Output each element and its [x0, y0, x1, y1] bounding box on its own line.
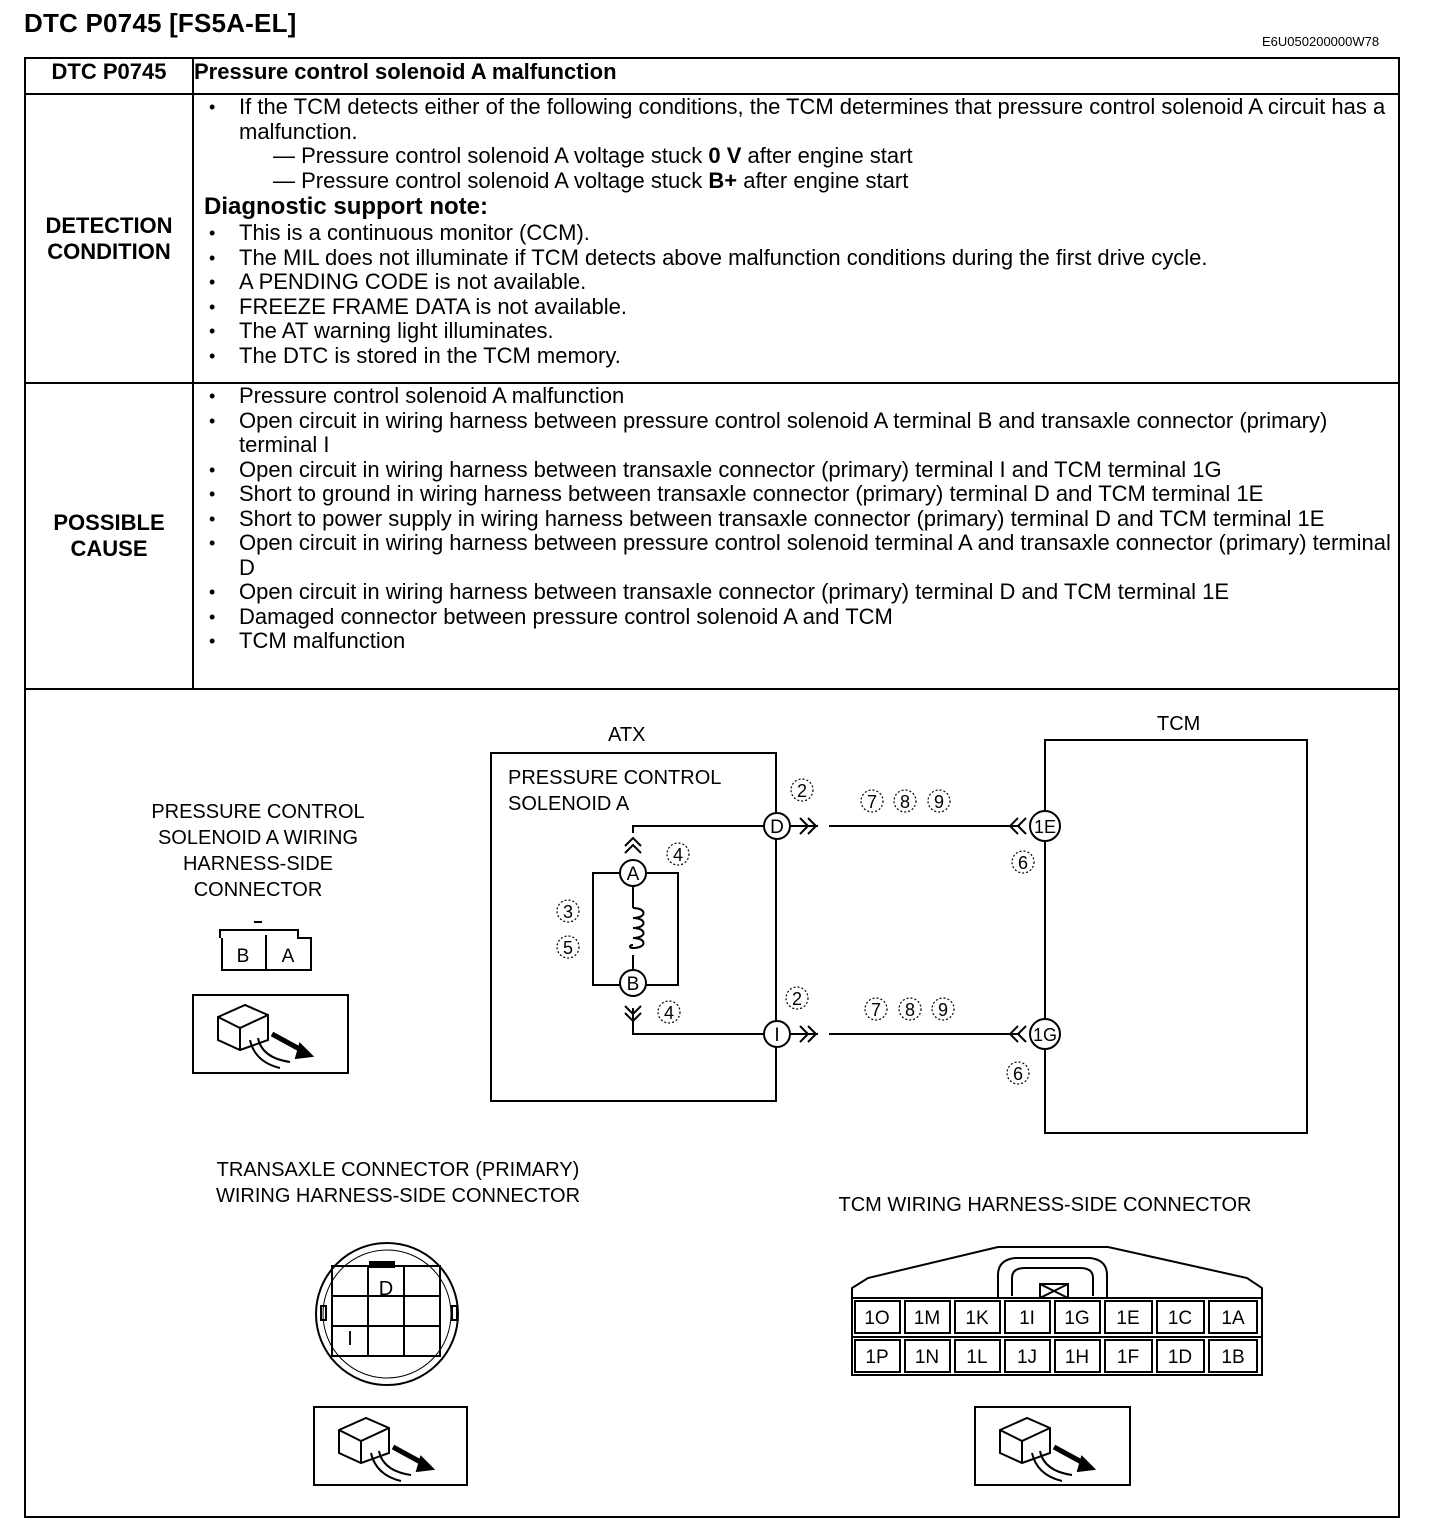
list-item: • TCM malfunction: [239, 629, 1398, 654]
step-7-label: 7: [870, 1000, 882, 1020]
pcs-connector-title-line: PRESSURE CONTROL: [151, 801, 365, 823]
tcm-box: [1045, 740, 1307, 1133]
solenoid-label-line2: SOLENOID A: [508, 793, 630, 815]
list-item: • The DTC is stored in the TCM memory.: [239, 344, 1398, 369]
list-item: • Pressure control solenoid A malfunction: [239, 384, 1398, 409]
list-item: • Short to power supply in wiring harness between transaxle connector (primary) terminal D and TCM terminal 1E: [239, 507, 1398, 532]
list-item: • The MIL does not illuminate if TCM detects above malfunction conditions during the first drive cycle.: [239, 246, 1398, 271]
step-6-label: 6: [1017, 853, 1029, 873]
list-item: • Open circuit in wiring harness between transaxle connector (primary) terminal I and TCM terminal 1G: [239, 458, 1398, 483]
tcm-label: TCM: [1157, 713, 1201, 735]
terminal-1g-label: 1G: [1032, 1025, 1058, 1045]
step-8-label: 8: [899, 792, 911, 812]
pcs-connector-title-line: HARNESS-SIDE: [182, 853, 334, 875]
terminal-1e-label: 1E: [1033, 817, 1057, 837]
transaxle-connector-title-line: WIRING HARNESS-SIDE CONNECTOR: [215, 1185, 581, 1207]
tcm-pin-label: 1I: [1019, 1308, 1035, 1329]
tcm-pin-label: 1J: [1016, 1347, 1038, 1368]
tcm-pin-label: 1G: [1064, 1308, 1090, 1329]
connector-view-icon: [193, 995, 348, 1073]
tcm-pin-label: 1A: [1221, 1308, 1245, 1329]
tcm-pin-label: 1O: [864, 1308, 890, 1329]
list-item: • A PENDING CODE is not available.: [239, 270, 1398, 295]
coil-icon: [630, 908, 644, 948]
step-9-label: 9: [933, 792, 945, 812]
step-2-label: 2: [791, 989, 803, 1009]
dtc-title-cell: Pressure control solenoid A malfunction: [193, 58, 1399, 94]
step-2-label: 2: [796, 781, 808, 801]
list-item: • Open circuit in wiring harness between transaxle connector (primary) terminal D and TCM terminal 1E: [239, 580, 1398, 605]
diagnostic-note-heading: Diagnostic support note:: [204, 193, 488, 220]
list-item: • The AT warning light illuminates.: [239, 319, 1398, 344]
wire-b-to-i: [633, 1008, 765, 1034]
terminal-b-label: B: [626, 974, 640, 995]
step-9-label: 9: [937, 1000, 949, 1020]
tcm-pin-label: 1P: [865, 1347, 889, 1368]
pcs-pin-a: A: [281, 946, 295, 967]
list-item: • Damaged connector between pressure control solenoid A and TCM: [239, 605, 1398, 630]
transaxle-pin-i: I: [347, 1328, 353, 1350]
tcm-pin-label: 1N: [914, 1347, 940, 1368]
pcs-connector-title-line: SOLENOID A WIRING: [157, 827, 359, 849]
tcm-pin-label: 1M: [913, 1308, 941, 1329]
tcm-pin-label: 1L: [966, 1347, 988, 1368]
dtc-code-cell: DTC P0745: [25, 58, 193, 94]
document-code: E6U050200000W78: [1262, 34, 1380, 49]
tcm-pin-label: 1C: [1167, 1308, 1193, 1329]
detection-main-bullet: • If the TCM detects either of the following conditions, the TCM determines that pressure control solenoid A circuit has a malfunction.: [239, 95, 1398, 144]
atx-label: ATX: [608, 724, 646, 746]
transaxle-connector-title-line: TRANSAXLE CONNECTOR (PRIMARY): [216, 1159, 580, 1181]
step-5-label: 5: [562, 938, 574, 958]
tcm-pin-label: 1H: [1064, 1347, 1090, 1368]
tcm-pin-label: 1E: [1116, 1308, 1140, 1329]
tcm-pin-label: 1F: [1116, 1347, 1140, 1368]
pcs-connector-face: [220, 922, 311, 970]
connector-view-icon: [314, 1407, 467, 1485]
tcm-connector-title: TCM WIRING HARNESS-SIDE CONNECTOR: [838, 1194, 1252, 1216]
wire-a-to-d: [633, 826, 765, 833]
tcm-pin-label: 1D: [1167, 1347, 1193, 1368]
step-4-label: 4: [672, 845, 684, 865]
step-3-label: 3: [562, 902, 574, 922]
transaxle-connector-face: [316, 1243, 458, 1385]
list-item: • Open circuit in wiring harness between pressure control solenoid terminal A and transaxle connector (primary) terminal D: [239, 531, 1398, 580]
transaxle-pin-d: D: [378, 1278, 394, 1300]
pcs-connector-title-line: CONNECTOR: [193, 879, 323, 901]
detection-sub-condition-1: — Pressure control solenoid A voltage stuck 0 V after engine start: [273, 143, 913, 168]
solenoid-label-line1: PRESSURE CONTROL: [508, 767, 722, 789]
terminal-a-label: A: [626, 864, 640, 885]
connector-view-icon: [975, 1407, 1130, 1485]
detection-condition-label: DETECTION CONDITION: [25, 94, 193, 383]
tcm-pin-label: 1B: [1221, 1347, 1245, 1368]
step-4-label: 4: [663, 1003, 675, 1023]
possible-cause-label: POSSIBLE CAUSE: [25, 383, 193, 689]
list-item: • Open circuit in wiring harness between pressure control solenoid A terminal B and transaxle connector (primary) terminal I: [239, 409, 1398, 458]
step-6-label: 6: [1012, 1064, 1024, 1084]
tcm-pin-label: 1K: [965, 1308, 989, 1329]
chevron-up-icon: [625, 838, 641, 853]
step-8-label: 8: [904, 1000, 916, 1020]
pcs-pin-b: B: [236, 946, 250, 967]
list-item: • This is a continuous monitor (CCM).: [239, 221, 1398, 246]
detection-sub-condition-2: — Pressure control solenoid A voltage stuck B+ after engine start: [273, 167, 909, 193]
step-7-label: 7: [866, 792, 878, 812]
terminal-d-label: D: [770, 817, 784, 838]
page-title: DTC P0745 [FS5A-EL]: [24, 8, 297, 38]
terminal-i-label: I: [774, 1025, 780, 1046]
list-item: • FREEZE FRAME DATA is not available.: [239, 295, 1398, 320]
list-item: • Short to ground in wiring harness between transaxle connector (primary) terminal D and TCM terminal 1E: [239, 482, 1398, 507]
